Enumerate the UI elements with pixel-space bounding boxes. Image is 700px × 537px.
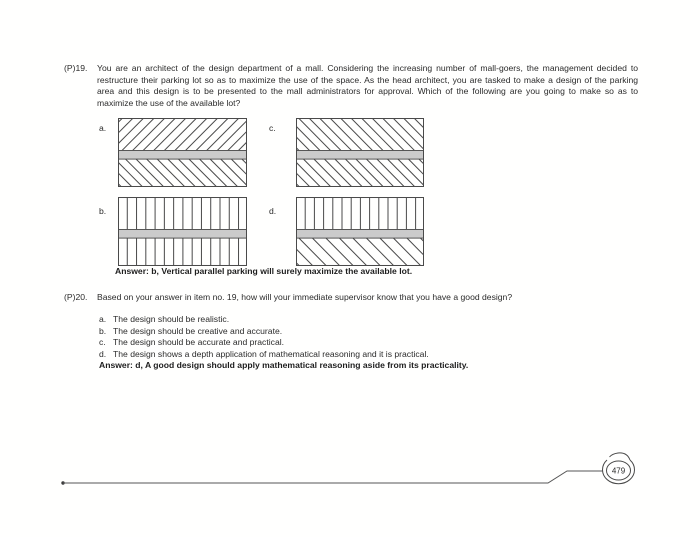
page-number: 479 — [611, 466, 626, 476]
option-c — [99, 337, 468, 349]
option-a — [99, 314, 468, 326]
parking-diagram-c — [296, 118, 424, 187]
figure-a-label: a. — [99, 123, 107, 133]
parking-diagram-a — [118, 118, 247, 187]
footer-decoration — [0, 448, 700, 508]
footer-line — [63, 471, 603, 483]
option-c-text: The design should be accurate and practical. — [113, 337, 285, 348]
parking-diagram-d — [296, 197, 424, 266]
question-19-answer: Answer: b, Vertical parallel parking will surely maximize the available lot. — [115, 266, 413, 276]
option-d-letter: d. — [99, 348, 107, 359]
page-number-badge — [603, 453, 635, 484]
question-20-text: Based on your answer in item no. 19, how will your immediate supervisor know that you have a good design? — [97, 292, 513, 302]
option-d — [99, 349, 468, 361]
option-b-letter: b. — [99, 325, 107, 336]
badge-swirl-curl — [610, 453, 631, 460]
option-a-letter: a. — [99, 314, 107, 324]
question-19-label: (P)19. — [64, 63, 88, 73]
option-c-letter: c. — [99, 337, 106, 348]
question-19-text: You are an architect of the design department of a mall. Considering the increasing number of mall-goers, the management decided to restructure their parking lot so as to maximize the use of the space. As the head architect, you are tasked to make a design of the parking area and this design is to be presented to the mall administrators for approval. Which of the following are you going to make so as to maximize the use of the available lot? — [97, 63, 638, 108]
question-20-label: (P)20. — [64, 292, 88, 302]
option-a-text: The design should be realistic. — [113, 314, 230, 324]
option-b — [99, 326, 468, 338]
option-d-text: The design shows a depth application of mathematical reasoning and it is practical. — [113, 348, 429, 359]
option-b-text: The design should be creative and accurate. — [113, 325, 283, 336]
question-20-answer: Answer: d, A good design should apply mathematical reasoning aside from its practicality. — [99, 360, 469, 371]
figure-c-label: c. — [269, 123, 276, 133]
figure-b-label: b. — [99, 206, 107, 216]
parking-diagram-b — [118, 197, 247, 266]
question-20-options — [99, 314, 468, 372]
figure-d-label: d. — [269, 206, 277, 216]
